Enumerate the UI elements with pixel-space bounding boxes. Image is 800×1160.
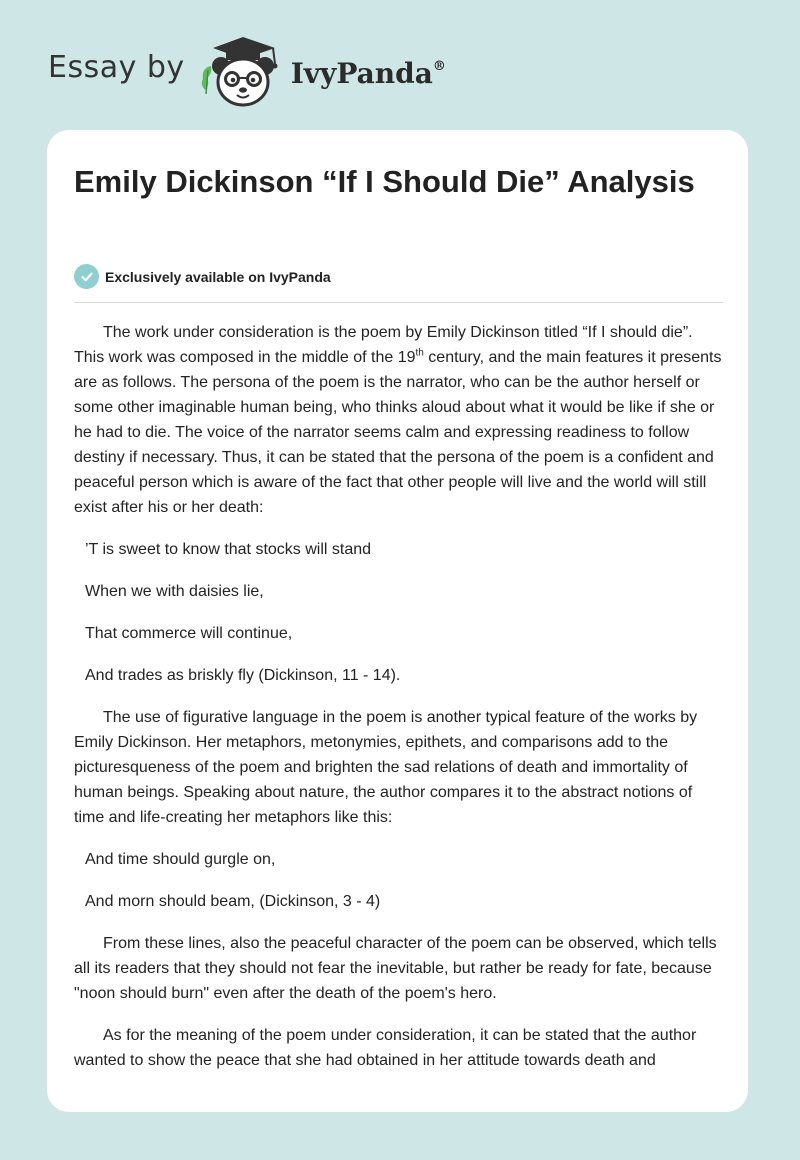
- verse-line: ’T is sweet to know that stocks will stand: [85, 541, 372, 558]
- verse-line: That commerce will continue,: [85, 625, 293, 642]
- paragraph-3: From these lines, also the peaceful character of the poem can be observed, which tells all its readers that they should not fear the inevitable, but rather be ready for fate, because "noon should burn" even after the death of the poem's hero.: [74, 935, 717, 1002]
- site-header: [48, 30, 446, 110]
- verse-line: And time should gurgle on,: [85, 851, 276, 868]
- verse-line: And trades as briskly fly (Dickinson, 11 - 14).: [85, 667, 401, 684]
- ordinal-suffix: th: [415, 347, 424, 359]
- paragraph-2: The use of figurative language in the poem is another typical feature of the works by Emily Dickinson. Her metaphors, metonymies, epithets, and comparisons add to the picturesqueness of the poem and brighten the sad relations of death and immortality of human beings. Speaking about nature, the author compares it to the abstract notions of time and life-creating her metaphors like this:: [74, 709, 698, 826]
- leaf-icon: [201, 66, 211, 94]
- ivypanda-logo-link[interactable]: [199, 30, 446, 110]
- verse-line: When we with daisies lie,: [85, 583, 264, 600]
- check-circle-icon: [74, 264, 99, 289]
- essay-card: [47, 130, 748, 1112]
- title-divider: [74, 302, 723, 303]
- essay-body: [74, 320, 724, 1073]
- paragraph-4: As for the meaning of the poem under consideration, it can be stated that the author wanted to show the peace that she had obtained in her attitude towards death and: [74, 1027, 697, 1069]
- brand-name: [291, 57, 446, 90]
- brand-name-text: IvyPanda: [290, 56, 433, 90]
- paragraph-1: [74, 320, 724, 520]
- panda-graduation-cap-logo-icon: [199, 30, 287, 110]
- registered-mark: ®: [432, 58, 446, 74]
- exclusive-badge: [74, 264, 331, 289]
- essay-title: Emily Dickinson “If I Should Die” Analysis: [74, 164, 695, 199]
- exclusive-badge-label: Exclusively available on IvyPanda: [105, 268, 331, 285]
- essay-by-label: Essay by: [48, 49, 185, 85]
- verse-line: And morn should beam, (Dickinson, 3 - 4): [85, 893, 381, 910]
- paragraph-1-text-end: century, and the main features it presents are as follows. The persona of the poem is the narrator, who can be the author herself or some other imaginable human being, who thinks aloud about what it would be like if she or he had to die. The voice of the narrator seems calm and expressing readiness to follow destiny if necessary. Thus, it can be stated that the persona of the poem is a confident and peaceful person which is aware of the fact that other people will live and the world will still exist after his or her death:: [74, 349, 722, 516]
- paragraph-1-text-start: The work under consideration is the poem by Emily Dickinson titled “If I should die”. This work was composed in the middle of the 19: [74, 324, 693, 366]
